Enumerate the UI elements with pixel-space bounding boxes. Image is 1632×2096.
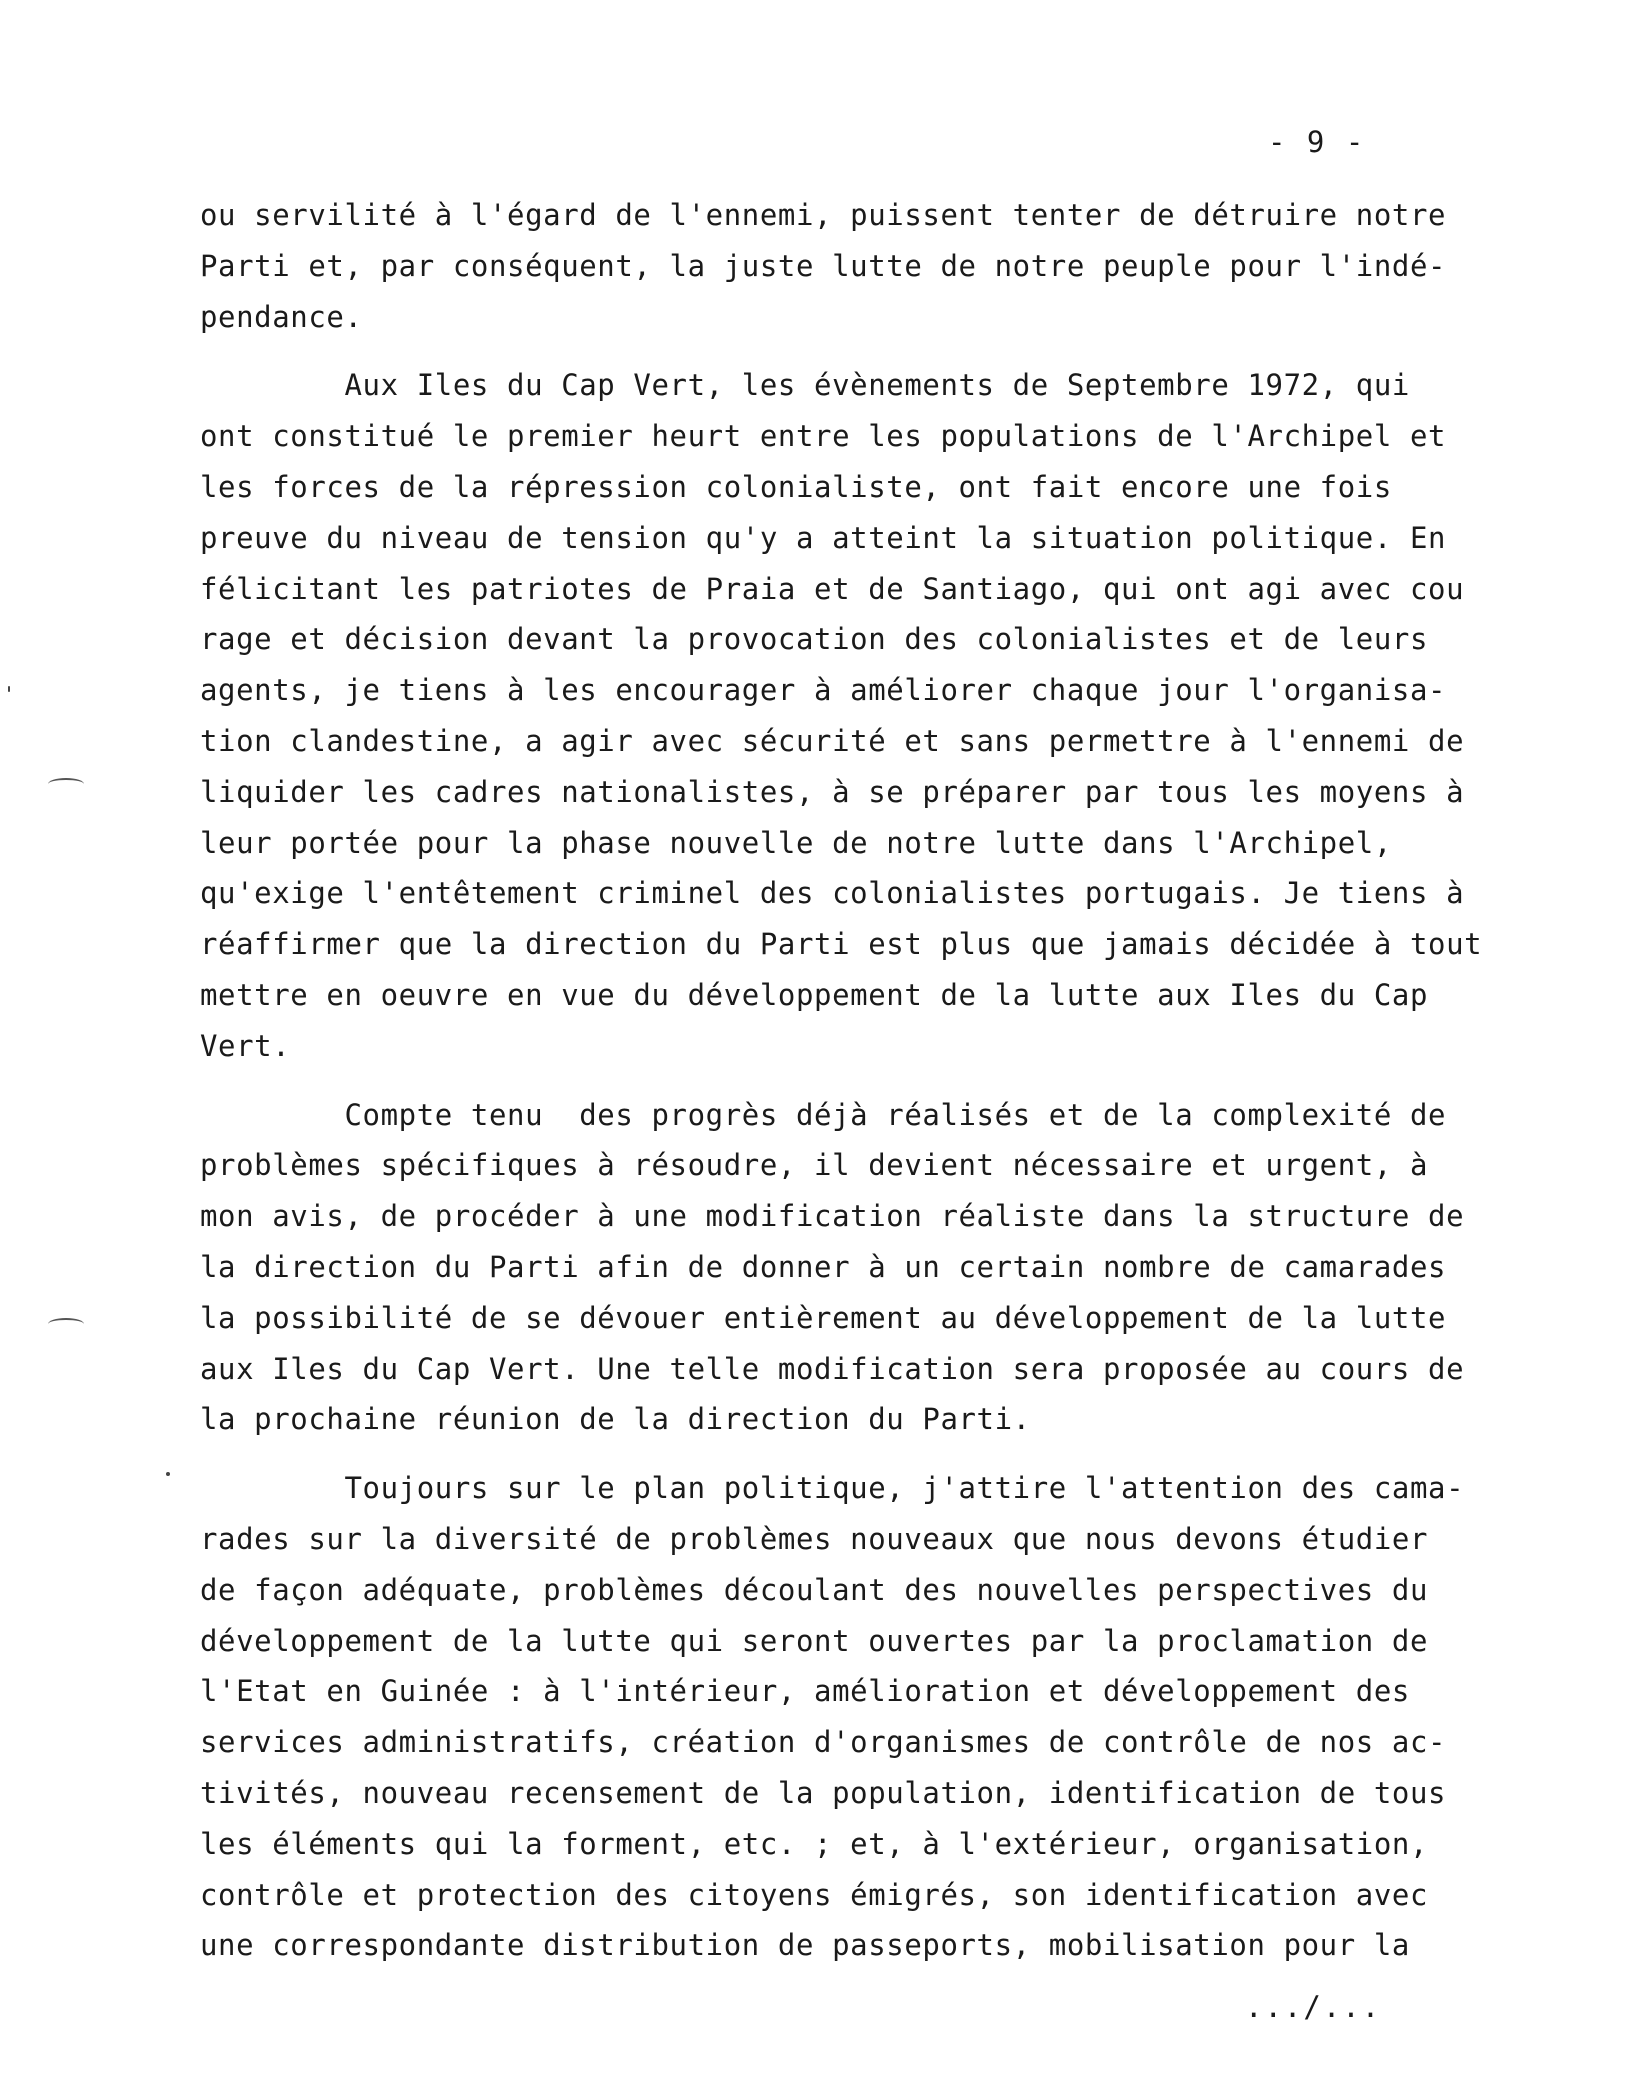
text-line: rades sur la diversité de problèmes nouveaux que nous devons étudier xyxy=(200,1521,1429,1556)
text-line: les forces de la répression colonialiste, ont fait encore une fois xyxy=(200,469,1392,504)
paragraph xyxy=(200,360,1580,1071)
paragraph xyxy=(200,190,1580,342)
text-line: pendance. xyxy=(200,299,363,334)
text-line: réaffirmer que la direction du Parti est plus que jamais décidée à tout xyxy=(200,927,1483,962)
continuation-marker: .../... xyxy=(1245,1990,1382,2024)
text-line: tion clandestine, a agir avec sécurité et sans permettre à l'ennemi de xyxy=(200,723,1465,758)
text-line: agents, je tiens à les encourager à améliorer chaque jour l'organisa- xyxy=(200,673,1447,708)
text-line: rage et décision devant la provocation des colonialistes et de leurs xyxy=(200,622,1429,657)
text-line: Parti et, par conséquent, la juste lutte de notre peuple pour l'indé- xyxy=(200,248,1447,283)
text-line: qu'exige l'entêtement criminel des colonialistes portugais. Je tiens à xyxy=(200,876,1465,911)
text-line: mon avis, de procéder à une modification réaliste dans la structure de xyxy=(200,1199,1465,1234)
text-line: félicitant les patriotes de Praia et de Santiago, qui ont agi avec cou xyxy=(200,571,1465,606)
text-line: la direction du Parti afin de donner à un certain nombre de camarades xyxy=(200,1249,1447,1284)
text-line: Toujours sur le plan politique, j'attire l'attention des cama- xyxy=(200,1471,1465,1506)
text-line: services administratifs, création d'organismes de contrôle de nos ac- xyxy=(200,1725,1447,1760)
scan-artifact-dot xyxy=(8,686,10,692)
paragraph xyxy=(200,1463,1580,1971)
text-line: de façon adéquate, problèmes découlant des nouvelles perspectives du xyxy=(200,1572,1429,1607)
text-line: la possibilité de se dévouer entièrement au développement de la lutte xyxy=(200,1300,1447,1335)
scan-artifact-mark xyxy=(48,1318,84,1330)
text-line: ou servilité à l'égard de l'ennemi, puissent tenter de détruire notre xyxy=(200,198,1447,232)
scan-artifact-mark xyxy=(48,778,84,790)
text-line: liquider les cadres nationalistes, à se préparer par tous les moyens à xyxy=(200,774,1465,809)
text-line: problèmes spécifiques à résoudre, il devient nécessaire et urgent, à xyxy=(200,1148,1429,1183)
text-line: les éléments qui la forment, etc. ; et, à l'extérieur, organisation, xyxy=(200,1826,1429,1861)
paragraph xyxy=(200,1090,1580,1446)
text-line: une correspondante distribution de passeports, mobilisation pour la xyxy=(200,1928,1410,1963)
scan-artifact-dot xyxy=(166,1472,170,1476)
text-line: aux Iles du Cap Vert. Une telle modification sera proposée au cours de xyxy=(200,1351,1465,1386)
text-line: mettre en oeuvre en vue du développement de la lutte aux Iles du Cap xyxy=(200,977,1429,1012)
text-line: Vert. xyxy=(200,1028,291,1063)
text-line: tivités, nouveau recensement de la population, identification de tous xyxy=(200,1775,1447,1810)
page-number: - 9 - xyxy=(1268,125,1366,159)
text-line: ont constitué le premier heurt entre les populations de l'Archipel et xyxy=(200,419,1447,454)
text-line: leur portée pour la phase nouvelle de notre lutte dans l'Archipel, xyxy=(200,825,1392,860)
text-line: Aux Iles du Cap Vert, les évènements de Septembre 1972, qui xyxy=(200,368,1410,403)
document-body xyxy=(200,190,1580,1989)
text-line: preuve du niveau de tension qu'y a atteint la situation politique. En xyxy=(200,520,1447,555)
text-line: contrôle et protection des citoyens émigrés, son identification avec xyxy=(200,1877,1429,1912)
text-line: développement de la lutte qui seront ouvertes par la proclamation de xyxy=(200,1623,1429,1658)
text-line: l'Etat en Guinée : à l'intérieur, amélioration et développement des xyxy=(200,1674,1410,1709)
text-line: la prochaine réunion de la direction du Parti. xyxy=(200,1402,1031,1437)
text-line: Compte tenu des progrès déjà réalisés et de la complexité de xyxy=(200,1097,1447,1132)
